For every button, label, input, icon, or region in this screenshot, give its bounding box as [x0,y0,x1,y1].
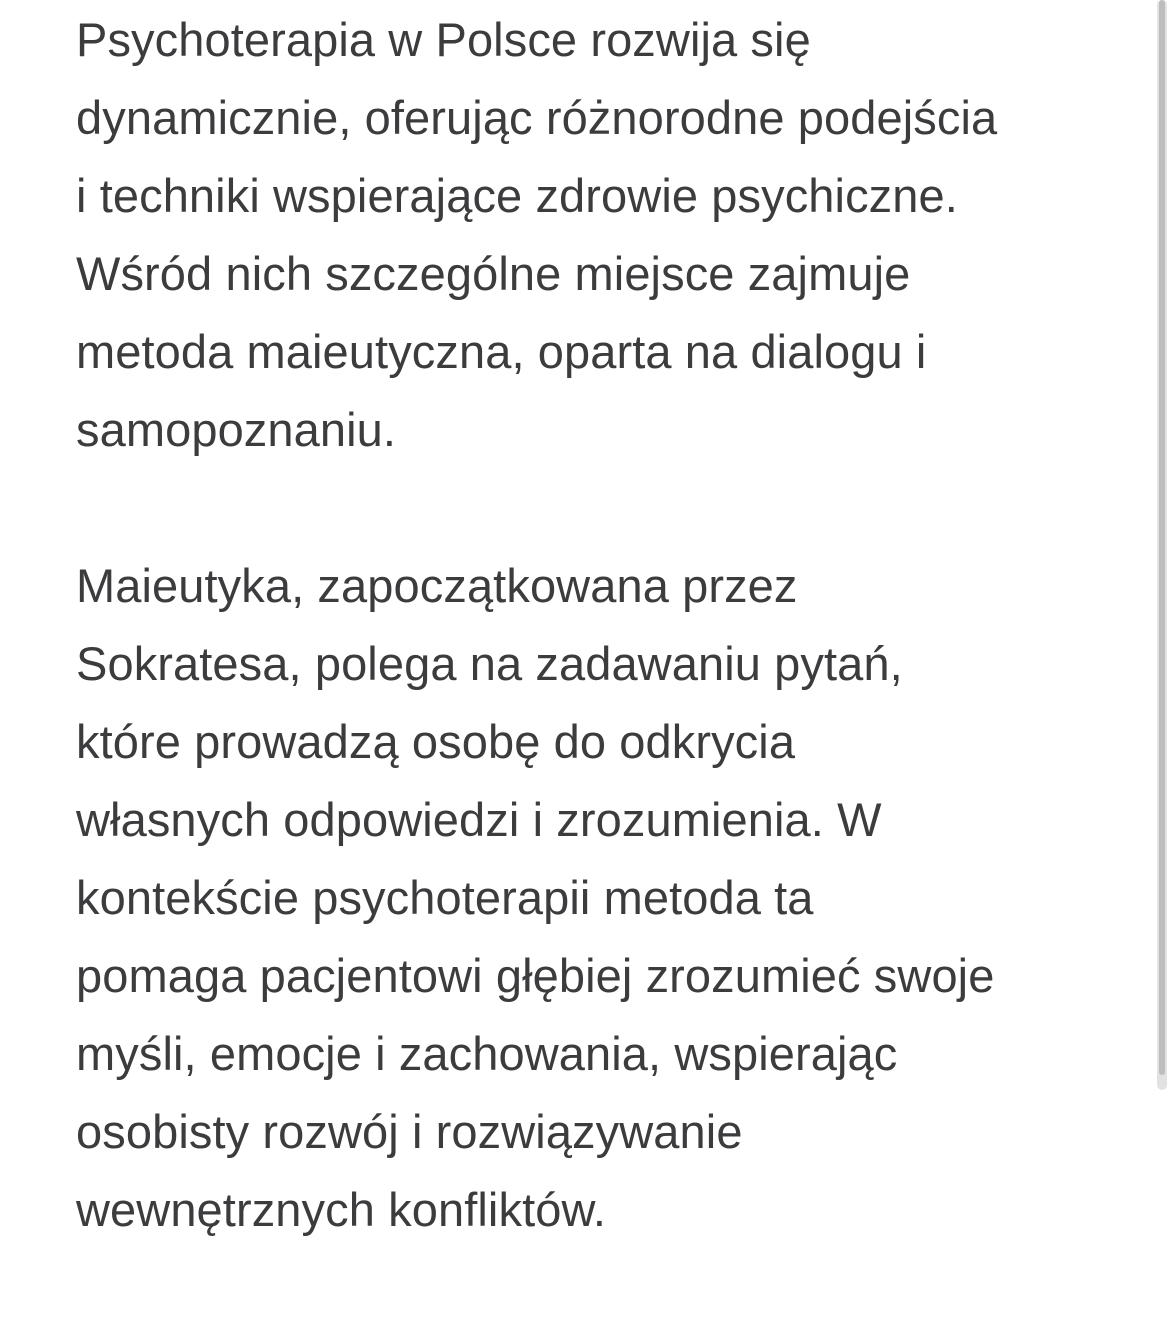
text-line: pomaga pacjentowi głębiej zrozumieć swoje [76,949,995,1002]
scrollbar-thumb[interactable] [1159,0,1165,1075]
text-line: dynamicznie, oferując różnorodne podejścia [76,91,998,144]
text-line: metoda maieutyczna, oparta na dialogu i [76,325,927,378]
text-line: wewnętrznych konfliktów. [76,1183,607,1236]
text-line: Psychoterapia w Polsce rozwija się [76,13,811,66]
text-line: kontekście psychoterapii metoda ta [76,871,814,924]
vertical-scrollbar[interactable] [1157,0,1167,1090]
text-line: osobisty rozwój i rozwiązywanie [76,1105,743,1158]
text-line: które prowadzą osobę do odkrycia [76,715,796,768]
text-line: własnych odpowiedzi i zrozumienia. W [76,793,882,846]
paragraph-maieutics [76,547,1116,1249]
text-line: Wśród nich szczególne miejsce zajmuje [76,247,911,300]
text-line: myśli, emocje i zachowania, wspierając [76,1027,898,1080]
text-line: samopoznaniu. [76,403,397,456]
paragraph-intro [76,1,1116,469]
text-line: i techniki wspierające zdrowie psychiczne. [76,169,958,222]
article-body [76,0,1116,1249]
text-line: Maieutyka, zapoczątkowana przez [76,559,798,612]
text-line: Sokratesa, polega na zadawaniu pytań, [76,637,903,690]
